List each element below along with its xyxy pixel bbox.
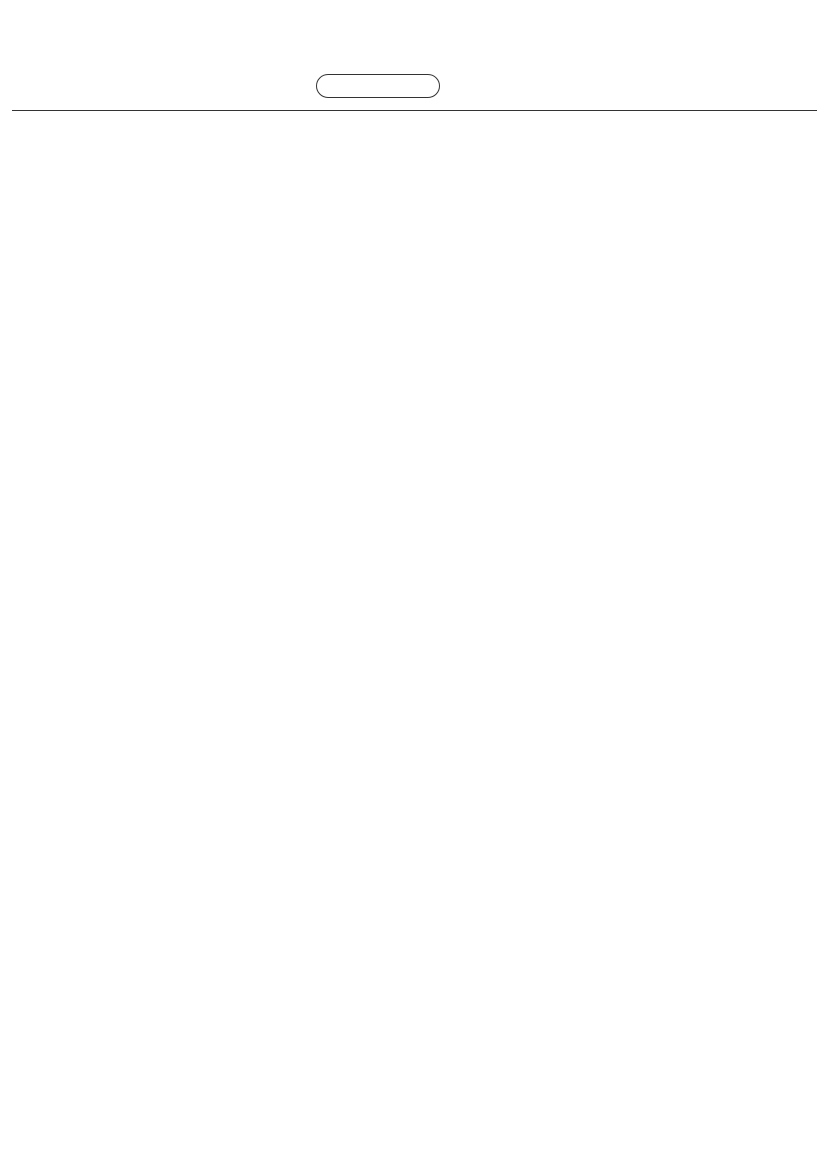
q2-heading: [20, 130, 31, 145]
q3-heading: [20, 474, 31, 489]
roll-number-box: [316, 74, 440, 98]
paper-title: [0, 8, 825, 28]
header-divider: [12, 110, 817, 111]
